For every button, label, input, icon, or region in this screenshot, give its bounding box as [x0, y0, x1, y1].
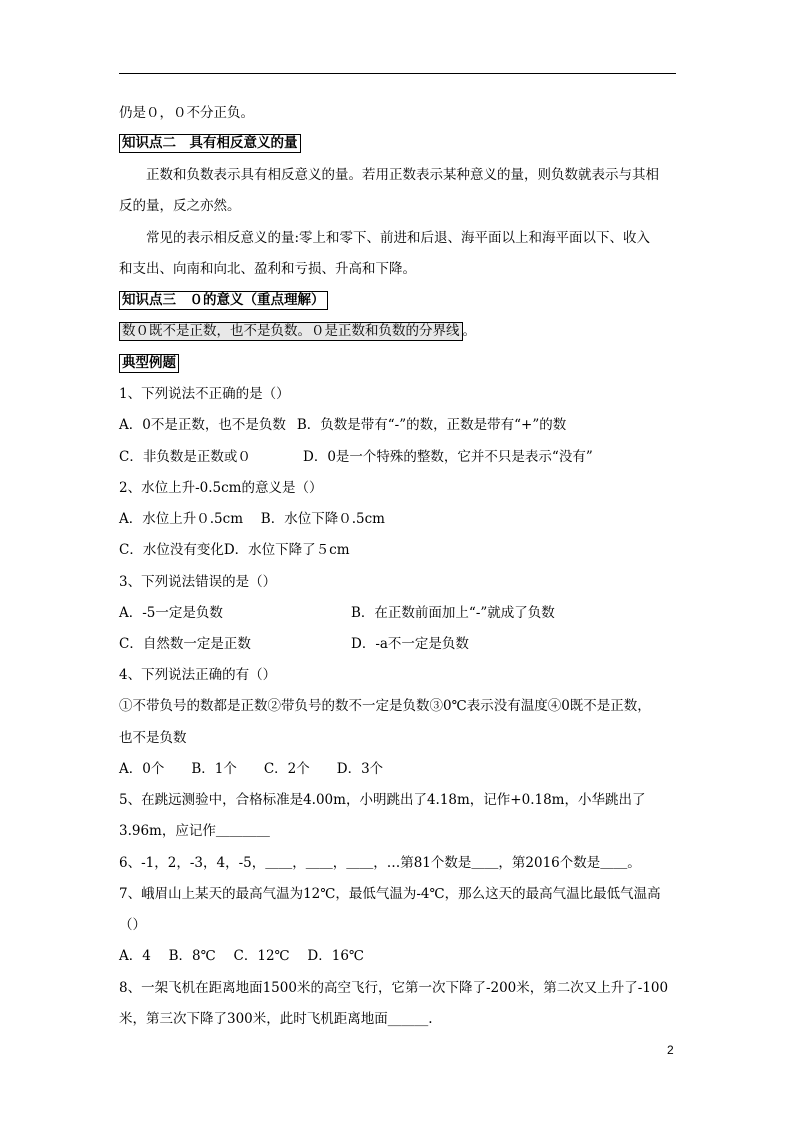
- question-3-options-ab: [119, 604, 555, 622]
- question-1: 1、下列说法不正确的是（）: [119, 386, 290, 402]
- option-a: A．-5一定是负数: [119, 605, 223, 621]
- question-8: 米，第三次下降了300米，此时飞机距离地面______.: [119, 1011, 433, 1027]
- question-5: 3.96m，应记作＿＿＿＿: [119, 823, 270, 839]
- text-line: 仍是０，０不分正负。: [119, 105, 254, 121]
- question-4-statements: ①不带负号的数都是正数②带负号的数不一定是负数③0℃表示没有温度④0既不是正数，: [119, 698, 651, 714]
- paragraph-line: 和支出、向南和向北、盈利和亏损、升高和下降。: [119, 261, 416, 277]
- option-d: D．0是一个特殊的整数，它并不只是表示“没有”: [303, 449, 593, 465]
- page-number: 2: [667, 1043, 674, 1057]
- question-3-options-cd: [119, 635, 469, 653]
- option-b: B．在正数前面加上“-”就成了负数: [351, 605, 555, 621]
- question-2-options-cd: C．水位没有变化D．水位下降了５cm: [119, 542, 350, 558]
- option-c: C．非负数是正数或０: [119, 449, 251, 465]
- section-heading-examples: [119, 354, 179, 373]
- question-3: 3、下列说法错误的是（）: [119, 574, 277, 590]
- question-1-options-ab: [119, 416, 566, 434]
- heading-box: 知识点三 ０的意义（重点理解）: [119, 291, 328, 310]
- question-7: （）: [119, 917, 146, 933]
- paragraph-line: 常见的表示相反意义的量:零上和零下、前进和后退、海平面以上和海平面以下、收入: [146, 230, 651, 246]
- question-1-options-cd: [119, 448, 593, 466]
- paragraph-line: 反的量，反之亦然。: [119, 198, 241, 214]
- question-8: 8、一架飞机在距离地面1500米的高空飞行，它第一次下降了-200米，第二次又上升了-100: [119, 980, 669, 996]
- section-heading-3: [119, 291, 328, 310]
- question-2: 2、水位上升-0.5cm的意义是（）: [119, 480, 323, 496]
- option-b: B．负数是带有“-”的数，正数是带有“+”的数: [296, 417, 567, 433]
- definition-box: 数０既不是正数，也不是负数。０是正数和负数的分界线: [119, 322, 463, 341]
- question-4: 4、下列说法正确的有（）: [119, 667, 277, 683]
- option-d: D．-a不一定是负数: [351, 636, 469, 652]
- heading-box: 知识点二 具有相反意义的量: [119, 134, 301, 153]
- section-heading-2: [119, 134, 301, 153]
- question-4-options: A．0个 B．1个 C．2个 D．3个: [119, 761, 384, 777]
- option-a: A．0不是正数，也不是负数: [119, 417, 286, 433]
- question-7-options: A．4 B．8℃ C．12℃ D．16℃: [119, 948, 365, 964]
- paragraph-line: 正数和负数表示具有相反意义的量。若用正数表示某种意义的量，则负数就表示与其相: [146, 167, 659, 183]
- definition-end: 。: [462, 323, 476, 339]
- question-4-statements: 也不是负数: [119, 730, 187, 746]
- question-6: 6、-1，2，-3，4，-5，＿＿，＿＿，＿＿，…第81个数是＿＿，第2016个数是＿＿。: [119, 855, 641, 871]
- question-7: 7、峨眉山上某天的最高气温为12℃，最低气温为-4℃，那么这天的最高气温比最低气温高: [119, 886, 661, 902]
- question-5: 5、在跳远测验中，合格标准是4.00m，小明跳出了4.18m，记作+0.18m，小华跳出了: [119, 792, 646, 808]
- definition-line: [119, 322, 476, 341]
- option-c: C．自然数一定是正数: [119, 636, 251, 652]
- heading-box: 典型例题: [119, 354, 179, 373]
- question-2-options-ab: A．水位上升０.5cm B．水位下降０.5cm: [119, 511, 385, 527]
- header-rule: [119, 73, 676, 74]
